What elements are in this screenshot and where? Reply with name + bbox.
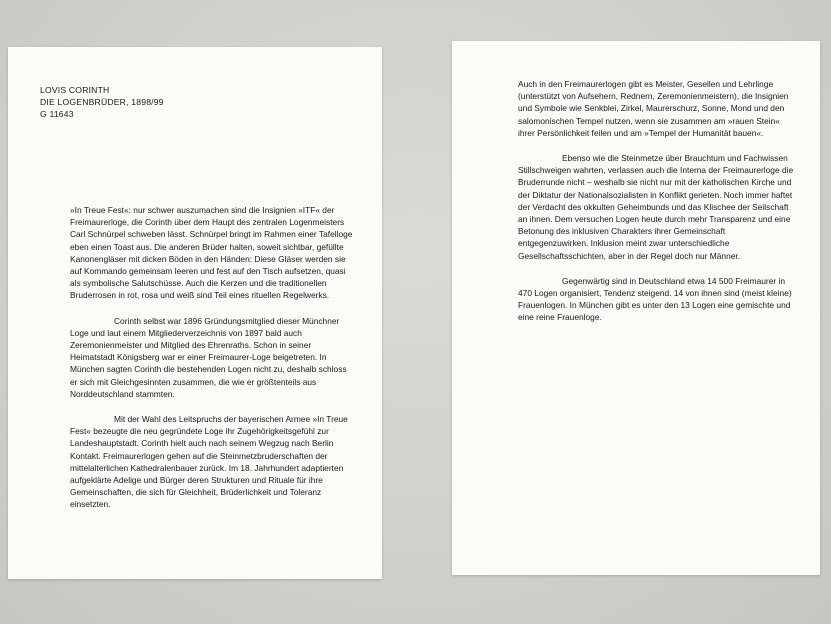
paragraph: Ebenso wie die Steinmetze über Brauchtum und Fachwissen Stillschweigen wahrten, verlassen auch die Interna der Freimaurerloge die Bruderrunde nicht – weshalb sie nicht nur mit der katholischen Kirche und der Diktatur der Nationalsozialisten in Konflikt gerieten. Noch immer haftet der Verdacht des okkulten Geheimbunds und das Klischee der Seilschaft an ihnen. Dem versuchen Logen heute durch mehr Transparenz und eine Betonung des inklusiven Charakters ihrer Gemeinschaft entgegenzuwirken. Inklusion meint zwar unterschiedliche Gesellschaftsschichten, aber in der Regel doch nur Männer. [518,153,794,261]
left-text-panel [8,47,382,579]
paragraph: Mit der Wahl des Leitspruchs der bayerischen Armee »In Treue Fest« bezeugte die neu gegründete Loge ihr Zugehörigkeitsgefühl zur Landeshauptstadt. Corinth hielt auch nach seinem Wegzug nach Berlin Kontakt. Freimaurerlogen gehen auf die Steinmetzbruderschaften der mittelalterlichen Kathedralenbauer zurück. Im 18. Jahrhundert adaptierten aufgeklärte Adelige und Bürger deren Strukturen und Rituale für ihre Gemeinschaften, die sich für Gleichheit, Brüderlichkeit und Toleranz einsetzten. [70,414,348,510]
right-text-panel [452,41,820,575]
artist-name: LOVIS CORINTH [40,85,110,95]
artwork-label [40,84,164,120]
paragraph: »In Treue Fest«: nur schwer auszumachen sind die Insignien »ITF« der Freimaurerloge, die Corinth über dem Haupt des zentralen Logenmeisters Carl Schnürpel schweben lässt. Schnürpel bringt im Rahmen einer Tafelloge eben einen Toast aus. Die anderen Brüder halten, soweit sichtbar, gefüllte Kanonengläser mit dicken Böden in den Händen: Diese Gläser werden sie auf Kommando gemeinsam leeren und fest auf den Tisch aufsetzen, quasi als symbolische Salutschüsse. Auch die Kerzen und die traditionellen Bruderrosen in rot, rosa und weiß sind Teil eines rituellen Regelwerks. [70,205,353,301]
paragraph: Auch in den Freimaurerlogen gibt es Meister, Gesellen und Lehrlinge (unterstützt von Aufsehern, Rednern, Zeremonienmeistern), die Insignien und Symbole wie Senkblei, Zirkel, Maurerschurz, Sonne, Mond und den salomonischen Tempel nutzen, wenn sie zusammen am »rauen Stein« ihrer Persönlichkeit feilen und am »Tempel der Humanität bauen«. [518,79,789,138]
left-body-text [70,204,356,524]
paragraph: Gegenwärtig sind in Deutschland etwa 14 500 Freimaurer in 470 Logen organisiert, Tendenz steigend. 14 von ihnen sind (meist kleine) Frauenlogen. In München gibt es unter den 13 Logen eine gemischte und eine reine Frauenloge. [518,275,792,323]
right-body-text [518,78,794,337]
inventory-number: G 11643 [40,109,74,119]
paragraph: Corinth selbst war 1896 Gründungsmitglied dieser Münchner Loge und laut einem Mitgliederverzeichnis von 1897 bald auch Zeremonienmeister und Mitglied des Ehrenraths. Schon in seiner Heimatstadt Königsberg war er einer Freimaurer-Loge beigetreten. In München sagten Corinth die bestehenden Logen nicht zu, deshalb schloss er sich mit Gleichgesinnten zusammen, die wie er größtenteils aus Norddeutschland stammten. [70,315,347,399]
artwork-title: DIE LOGENBRÜDER, 1898/99 [40,97,164,107]
